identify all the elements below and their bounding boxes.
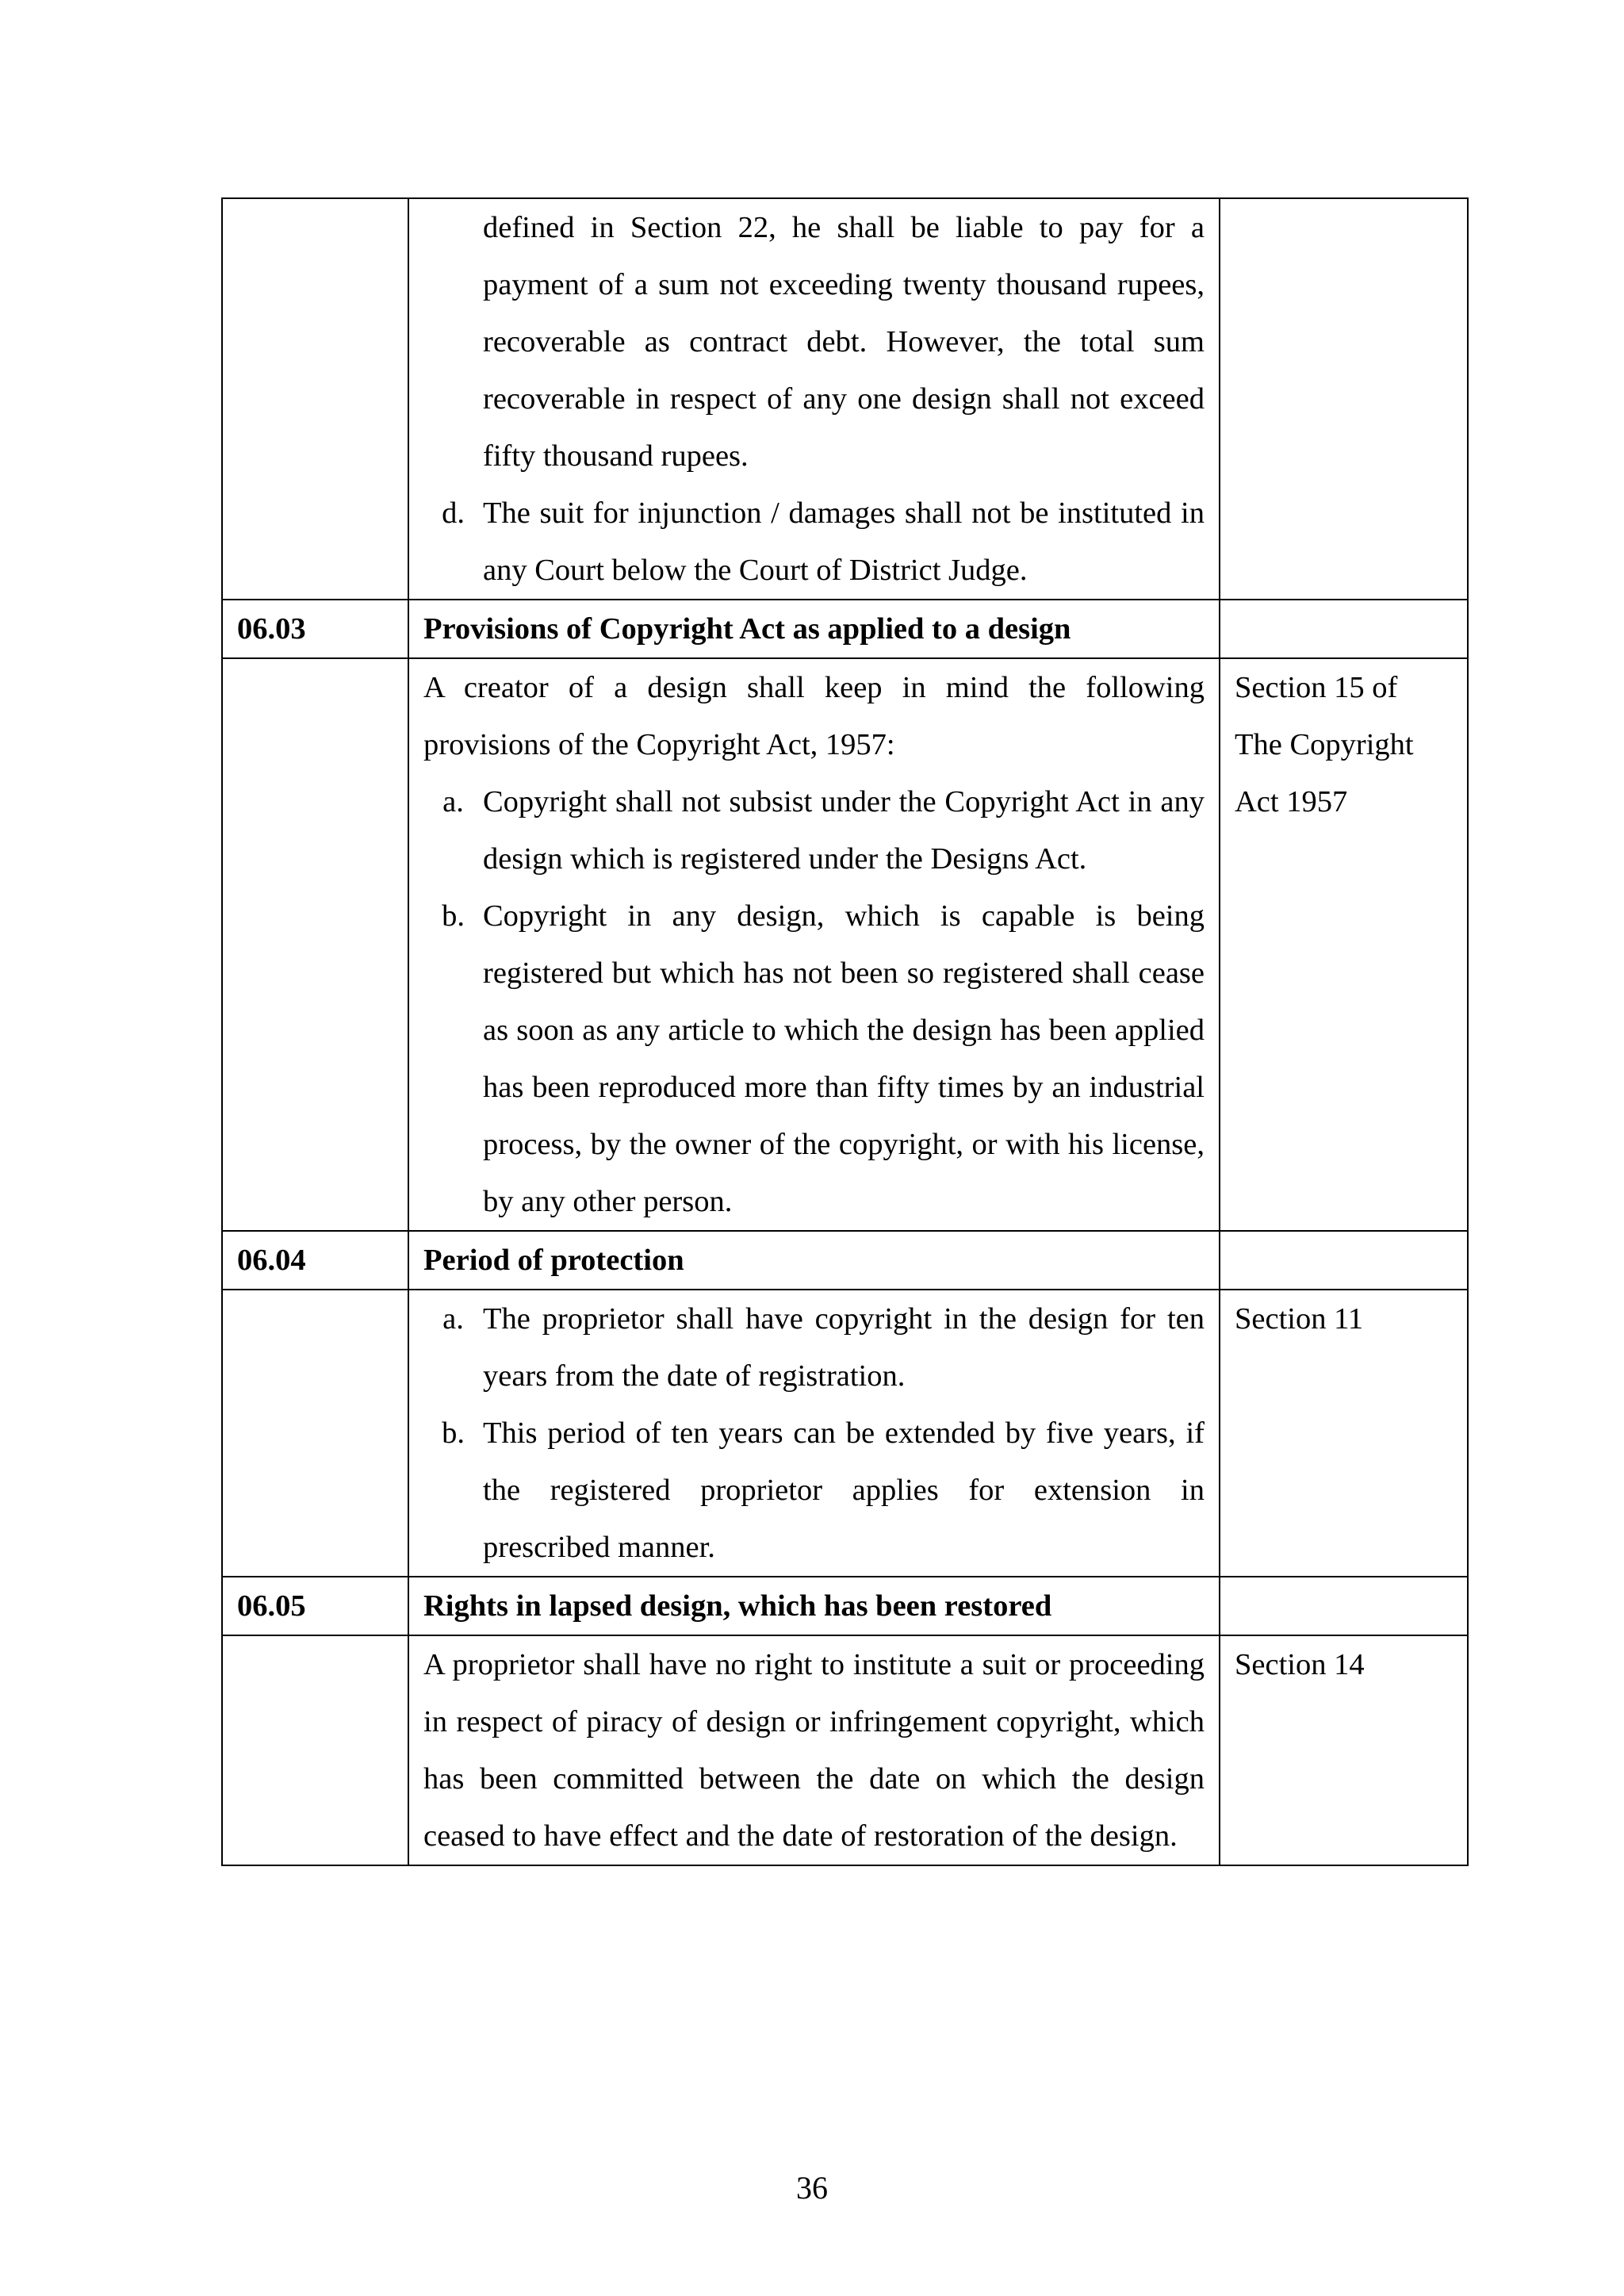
section-number-empty bbox=[222, 658, 408, 1231]
list-item-text: The suit for injunction / damages shall not be instituted in any Court below the Court of District Judge. bbox=[483, 496, 1205, 587]
provisions-table bbox=[221, 197, 1469, 1866]
section-content-cell bbox=[408, 1290, 1220, 1577]
section-heading-row-0605 bbox=[222, 1577, 1468, 1635]
list-item bbox=[423, 1290, 1205, 1405]
section-reference bbox=[1220, 658, 1468, 1231]
continuation-reference-cell bbox=[1220, 198, 1468, 600]
section-body-row-0603 bbox=[222, 658, 1468, 1231]
section-content-cell bbox=[408, 658, 1220, 1231]
list-item bbox=[423, 773, 1205, 887]
section-number-empty bbox=[222, 1290, 408, 1577]
section-body-text: A proprietor shall have no right to institute a suit or proceeding in respect of piracy of design or infringement copyright, which has been committed between the date on which the design ceased to have effect and the date of restoration of the design. bbox=[423, 1648, 1205, 1853]
list-item bbox=[423, 485, 1205, 599]
continuation-number-cell bbox=[222, 198, 408, 600]
section-reference-empty bbox=[1220, 1577, 1468, 1635]
list-item-text: Copyright shall not subsist under the Copyright Act in any design which is registered under the Designs Act. bbox=[483, 785, 1205, 876]
section-reference: Section 14 bbox=[1220, 1635, 1468, 1865]
section-heading: Provisions of Copyright Act as applied to a design bbox=[408, 600, 1220, 658]
list-marker: a. bbox=[442, 1302, 464, 1336]
section-heading-row-0603 bbox=[222, 600, 1468, 658]
list-item bbox=[423, 887, 1205, 1230]
list-item-text: This period of ten years can be extended by five years, if the registered proprietor applies for extension in prescribed manner. bbox=[483, 1416, 1205, 1564]
section-body-row-0604 bbox=[222, 1290, 1468, 1577]
section-reference-empty bbox=[1220, 1231, 1468, 1290]
list-marker: b. bbox=[442, 899, 465, 933]
section-reference-empty bbox=[1220, 600, 1468, 658]
list-marker: a. bbox=[442, 785, 464, 818]
section-reference: Section 11 bbox=[1220, 1290, 1468, 1577]
reference-line: Section 15 of bbox=[1235, 671, 1398, 704]
list-item-text: The proprietor shall have copyright in the design for ten years from the date of registration. bbox=[483, 1302, 1205, 1393]
page-number: 36 bbox=[796, 2170, 828, 2206]
section-body-row-0605 bbox=[222, 1635, 1468, 1865]
reference-line: Act 1957 bbox=[1235, 785, 1348, 818]
continuation-content-cell bbox=[408, 198, 1220, 600]
section-heading-row-0604 bbox=[222, 1231, 1468, 1290]
list-marker: d. bbox=[442, 496, 465, 530]
list-item-text: Copyright in any design, which is capable is being registered but which has not been so registered shall cease as soon as any article to which the design has been applied has been reproduced more than fifty times by an industrial process, by the owner of the copyright, or with his license, by any other person. bbox=[483, 899, 1205, 1218]
section-number: 06.05 bbox=[222, 1577, 408, 1635]
section-number: 06.03 bbox=[222, 600, 408, 658]
continuation-row bbox=[222, 198, 1468, 600]
section-heading: Rights in lapsed design, which has been restored bbox=[408, 1577, 1220, 1635]
continuation-paragraph: defined in Section 22, he shall be liable to pay for a payment of a sum not exceeding twenty thousand rupees, recoverable as contract debt. However, the total sum recoverable in respect of any one design shall not exceed fifty thousand rupees. bbox=[483, 211, 1205, 473]
reference-line: The Copyright bbox=[1235, 728, 1414, 761]
section-number: 06.04 bbox=[222, 1231, 408, 1290]
section-heading: Period of protection bbox=[408, 1231, 1220, 1290]
section-content-cell bbox=[408, 1635, 1220, 1865]
section-intro: A creator of a design shall keep in mind the following provisions of the Copyright Act, 1957: bbox=[423, 671, 1205, 761]
section-number-empty bbox=[222, 1635, 408, 1865]
list-item bbox=[423, 1405, 1205, 1576]
list-marker: b. bbox=[442, 1416, 465, 1450]
